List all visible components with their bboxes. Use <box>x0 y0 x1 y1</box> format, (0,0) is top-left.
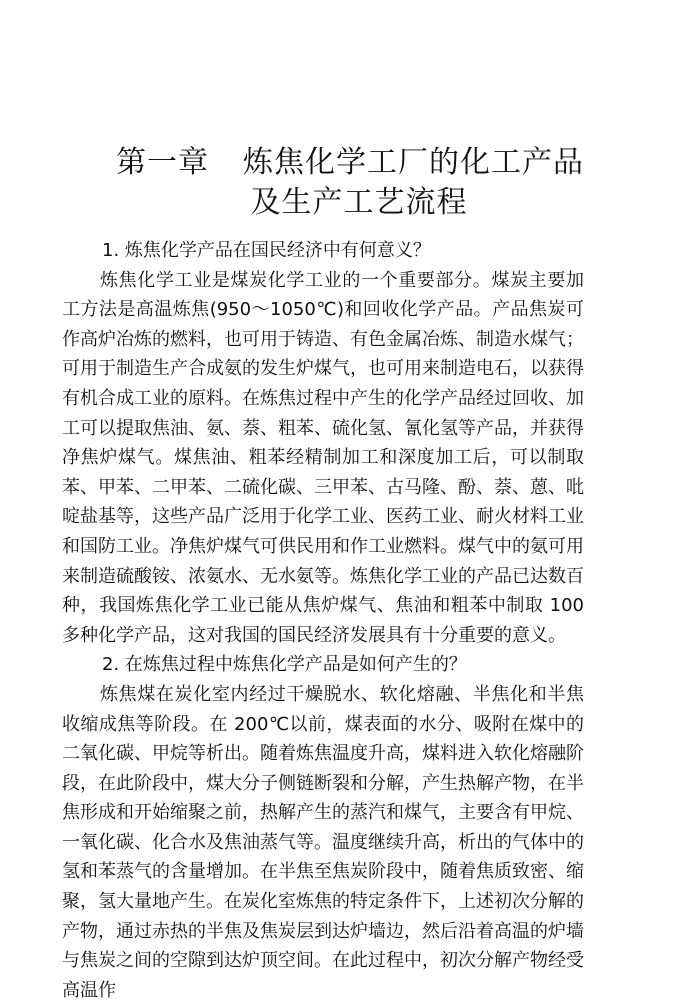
chapter-title-main: 炼焦化学工厂的化工产品 <box>243 145 584 180</box>
page-body <box>62 236 584 1005</box>
question-heading-1: 1. 炼焦化学产品在国民经济中有何意义？ <box>102 240 431 261</box>
question-heading-2: 2. 在炼焦过程中炼焦化学产品是如何产生的？ <box>102 654 467 676</box>
chapter-title-line-2: 及生产工艺流程 <box>250 185 468 220</box>
chapter-label: 第一章 <box>116 145 209 180</box>
answer-paragraph-1: 炼焦化学工业是煤炭化学工业的一个重要部分。煤炭主要加工方法是高温炼焦(950～1050℃)和回收化学产品。产品焦炭可作高炉冶炼的燃料，也可用于铸造、有色金属冶炼、制造水煤气；可用于制造生产合成氨的发生炉煤气，也可用来制造电石，以获得有机合成工业的原料。在炼焦过程中产生的化学产品经过回收、加工可以提取焦油、氨、萘、粗苯、硫化氢、氰化氢等产品，并获得净焦炉煤气。煤焦油、粗苯经精制加工和深度加工后，可以制取苯、甲苯、二甲苯、二硫化碳、三甲苯、古马隆、酚、萘、蒽、吡啶盐基等，这些产品广泛用于化学工业、医药工业、耐火材料工业和国防工业。净焦炉煤气可供民用和作工业燃料。煤气中的氨可用来制造硫酸铵、浓氨水、无水氨等。炼焦化学工业的产品已达数百种，我国炼焦化学工业已能从焦炉煤气、焦油和粗苯中制取 100 多种化学产品，这对我国的国民经济发展具有十分重要的意义。 <box>62 269 584 646</box>
chapter-title-line-1 <box>0 143 700 183</box>
answer-paragraph-2: 炼焦煤在炭化室内经过干燥脱水、软化熔融、半焦化和半焦收缩成焦等阶段。在 200℃以前，煤表面的水分、吸附在煤中的二氧化碳、甲烷等析出。随着炼焦温度升高，煤料进入软化熔融阶段，在此阶段中，煤大分子侧链断裂和分解，产生热解产物，在半焦形成和开始缩聚之前，热解产生的蒸汽和煤气，主要含有甲烷、一氧化碳、化合水及焦油蒸气等。温度继续升高，析出的气体中的氢和苯蒸气的含量增加。在半焦至焦炭阶段中，随着焦质致密、缩聚，氢大量地产生。在炭化室炼焦的特定条件下，上述初次分解的产物，通过赤热的半焦及焦炭层到达炉墙边，然后沿着高温的炉墙与焦炭之间的空隙到达炉顶空间。在此过程中，初次分解产物经受高温作 <box>62 683 584 1001</box>
